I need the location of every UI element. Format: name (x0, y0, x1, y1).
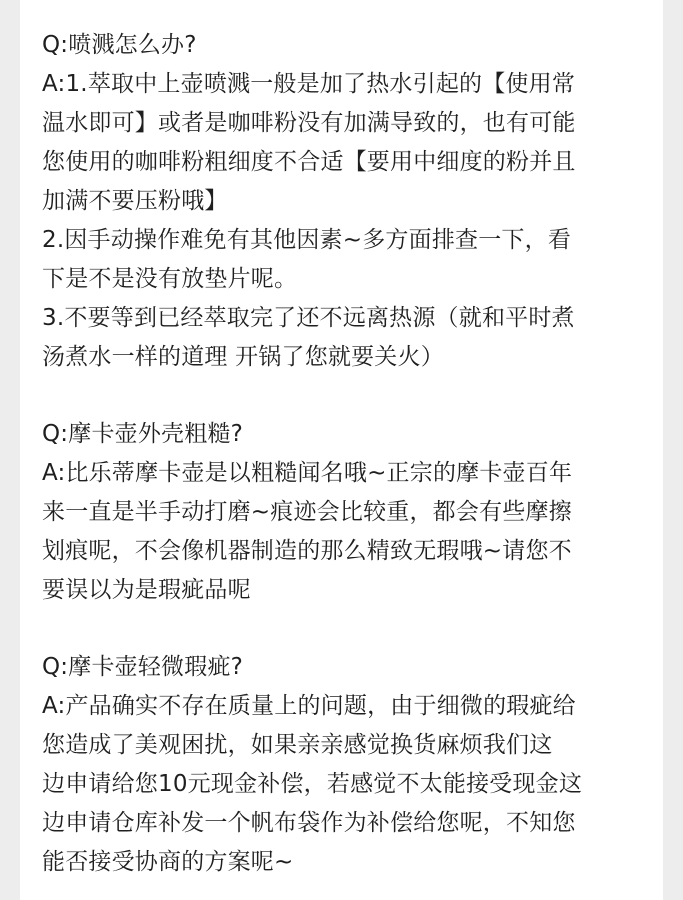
question-text: Q:摩卡壶外壳粗糙? (42, 421, 244, 447)
answer-text-line: 加满不要压粉哦】 (42, 188, 228, 214)
qa-block-splatter (42, 26, 649, 377)
answer-text-line: 3.不要等到已经萃取完了还不远离热源（就和平时煮 (42, 305, 575, 331)
answer-text-line: 划痕呢，不会像机器制造的那么精致无瑕哦~请您不 (42, 538, 572, 564)
answer-text-line: A:比乐蒂摩卡壶是以粗糙闻名哦~正宗的摩卡壶百年 (42, 460, 573, 486)
question-text: Q:摩卡壶轻微瑕疵? (42, 654, 244, 680)
answer-text-line: 温水即可】或者是咖啡粉没有加满导致的，也有可能 (42, 110, 576, 136)
message-card (20, 0, 663, 900)
qa-block-rough-shell (42, 415, 649, 610)
answer-text-line: 来一直是半手动打磨~痕迹会比较重，都会有些摩擦 (42, 499, 572, 525)
answer-text-line: 2.因手动操作难免有其他因素~多方面排查一下，看 (42, 227, 572, 253)
answer-text-line: A:1.萃取中上壶喷溅一般是加了热水引起的【使用常 (42, 71, 576, 97)
qa-block-minor-flaw (42, 648, 649, 882)
answer-text-line: 边申请给您10元现金补偿，若感觉不太能接受现金这 (42, 771, 583, 797)
answer-text-line: 要误以为是瑕疵品呢 (42, 577, 251, 603)
answer-text-line: 能否接受协商的方案呢~ (42, 849, 294, 875)
answer-text-line: A:产品确实不存在质量上的问题，由于细微的瑕疵给 (42, 693, 576, 719)
question-text: Q:喷溅怎么办? (42, 32, 197, 58)
answer-text-line: 下是不是没有放垫片呢。 (42, 266, 298, 292)
answer-text-line: 汤煮水一样的道理 开锅了您就要关火） (42, 344, 444, 370)
answer-text-line: 边申请仓库补发一个帆布袋作为补偿给您呢，不知您 (42, 810, 576, 836)
answer-text-line: 您使用的咖啡粉粗细度不合适【要用中细度的粉并且 (42, 149, 576, 175)
answer-text-line: 您造成了美观困扰，如果亲亲感觉换货麻烦我们这 (42, 732, 553, 758)
